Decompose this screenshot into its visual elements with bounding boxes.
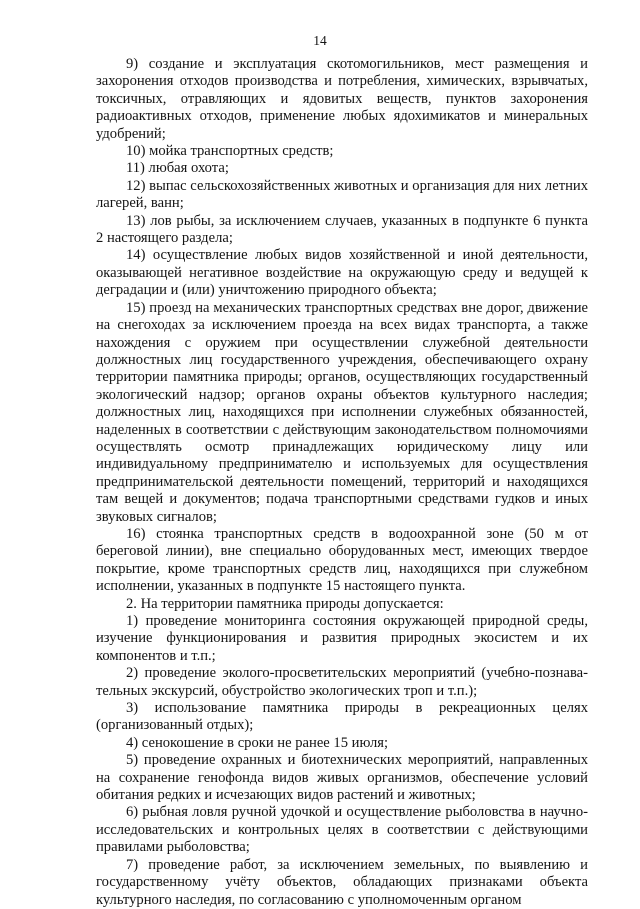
- page-number: 14: [313, 33, 327, 48]
- paragraph-allowed-7: 7) проведение работ, за исключением земельных, по выявлению и государственному учёту объектов, обладающих признаками объекта культурного наследия, по согласованию с уполномоченным органом: [96, 856, 588, 908]
- paragraph-item-13: 13) лов рыбы, за исключением случаев, указанных в подпункте 6 пункта 2 настоящего раздела;: [96, 212, 588, 247]
- paragraph-item-10: 10) мойка транспортных средств;: [126, 143, 334, 160]
- paragraph-item-12: 12) выпас сельскохозяйственных животных и организация для них летних лагерей, ванн;: [96, 177, 588, 212]
- section-heading-2: 2. На территории памятника природы допускается:: [126, 595, 444, 612]
- document-body: [96, 56, 588, 909]
- paragraph-item-9: 9) создание и эксплуатация скотомогильников, мест размещения и захоронения отходов производства и потребления, химических, взрывчатых, токсичных, отравляющих и ядовитых веществ, пунктов захоронения радиоактивных отходов, применение любых ядохимикатов и минеральных удобрений;: [96, 56, 588, 142]
- paragraph-allowed-5: 5) проведение охранных и биотехнических мероприятий, направленных на сохранение генофонда видов живых организмов, обеспечение условий обитания редких и исчезающих видов растений и животных;: [96, 752, 588, 804]
- paragraph-allowed-4: 4) сенокошение в сроки не ранее 15 июля;: [126, 734, 389, 751]
- paragraph-item-16: 16) стоянка транспортных средств в водоохранной зоне (50 м от береговой линии), вне специально оборудованных мест, имеющих твердое покрытие, кроме транспортных средств лиц, находящихся при служебном исполнении, указанных в подпункте 15 настоящего пункта.: [96, 525, 588, 595]
- paragraph-allowed-1: 1) проведение мониторинга состояния окружающей природной среды, изучение функционирования и развития природных экосистем и их компонентов и т.п.;: [96, 613, 588, 664]
- paragraph-item-14: 14) осуществление любых видов хозяйственной и иной деятельности, оказывающей негативное воздействие на окружающую среду и ведущей к деградации и (или) уничтожению природного объекта;: [96, 247, 588, 299]
- paragraph-item-11: 11) любая охота;: [126, 160, 229, 177]
- paragraph-item-15: 15) проезд на механических транспортных средствах вне дорог, движение на снегоходах за исключением проезда на всех видах транспорта, а также нахождения с оружием при осуществлении служебной деятельности должностных лиц государственного учреждения, обеспечивающего охрану территории памятника природы; органов, осуществляющих государственный экологический надзор; органов охраны объектов культурного наследия; должностных лиц, находящихся при исполнении служебных обязанностей, наделенных в соответствии с действующим законодательством полномочиями осуществлять осмотр принадлежащих юридическому лицу или индивидуальному предпринимателю и используемых для осуществления предпринимательской деятельности помещений, территорий и находящихся там вещей и документов; подача транспортными средствами гудков и иных звуковых сигналов;: [96, 299, 588, 525]
- paragraph-allowed-6: 6) рыбная ловля ручной удочкой и осуществление рыболовства в научно-исследовательских и контрольных целях в соответствии с действующими правилами рыболовства;: [96, 804, 588, 856]
- paragraph-allowed-2: 2) проведение эколого-просветительских мероприятий (учебно-познава-тельных экскурсий, обустройство экологических троп и т.п.);: [96, 665, 588, 699]
- paragraph-allowed-3: 3) использование памятника природы в рекреационных целях (организованный отдых);: [96, 700, 588, 734]
